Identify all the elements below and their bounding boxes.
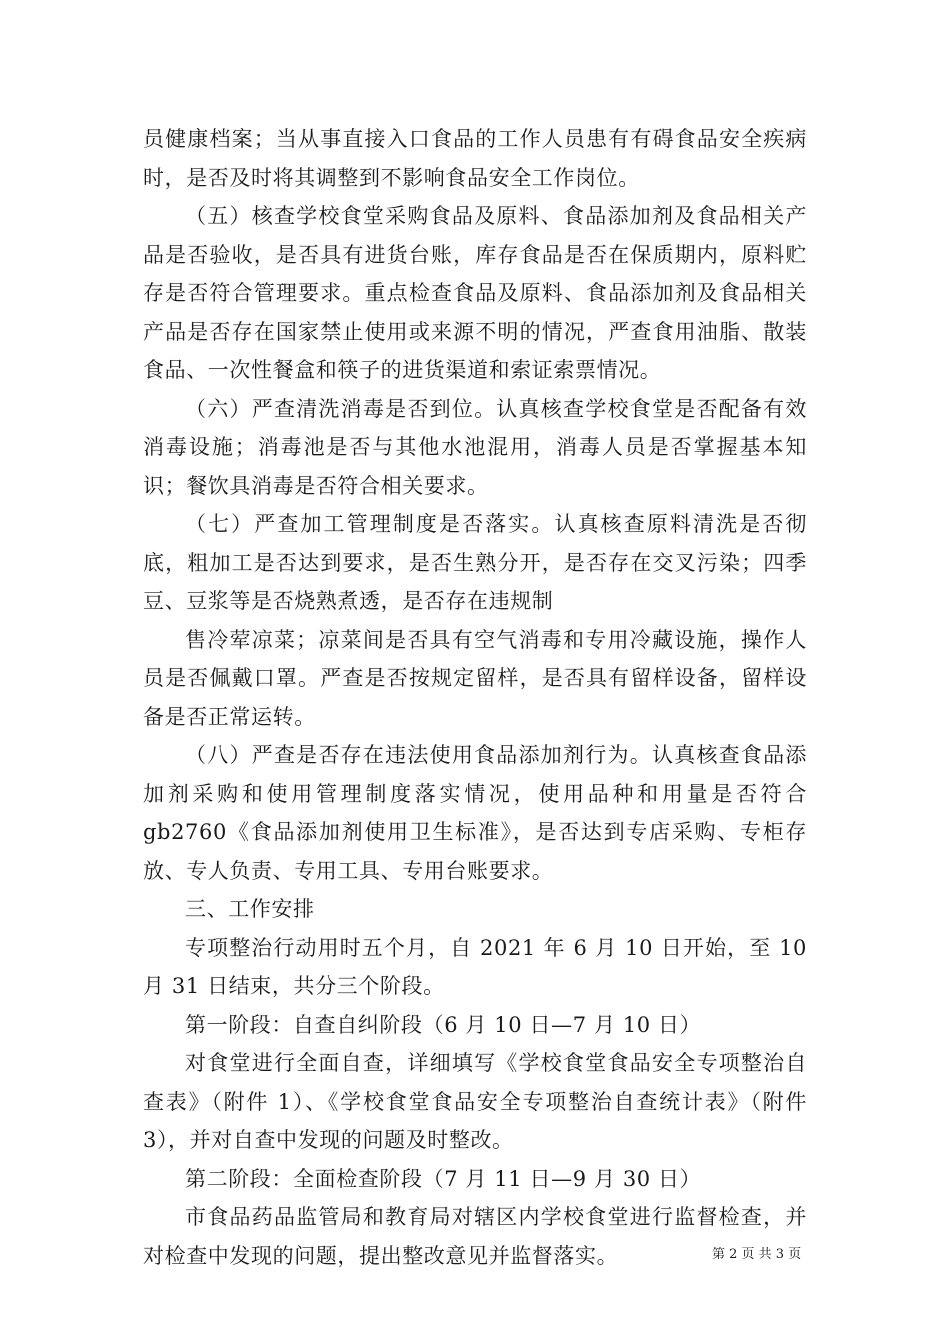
paragraph-phase-1-title: 第一阶段：自查自纠阶段（6 月 10 日—7 月 10 日） (185, 1012, 702, 1037)
paragraph-phase-1-body: 对食堂进行全面自查，详细填写《学校食堂食品安全专项整治自查表》（附件 1）、《学校食堂食品安全专项整治自查统计表》（附件 3），并对自查中发现的问题及时整改。 (143, 1051, 807, 1152)
paragraph-schedule: 专项整治行动用时五个月，自 2021 年 6 月 10 日开始，至 10 月 31 日结束，共分三个阶段。 (143, 935, 807, 998)
paragraph-item-7: （七）严查加工管理制度是否落实。认真核查原料清洗是否彻底，粗加工是否达到要求，是否生熟分开，是否存在交叉污染；四季豆、豆浆等是否烧熟煮透，是否存在违规制 (143, 512, 807, 613)
paragraph-phase-2-body: 市食品药品监管局和教育局对辖区内学校食堂进行监督检查，并对检查中发现的问题，提出整改意见并监督落实。 (143, 1205, 807, 1268)
paragraph-health-records: 员健康档案；当从事直接入口食品的工作人员患有有碍食品安全疾病时，是否及时将其调整到不影响食品安全工作岗位。 (143, 127, 807, 190)
paragraph-item-5: （五）核查学校食堂采购食品及原料、食品添加剂及食品相关产品是否验收，是否具有进货台账，库存食品是否在保质期内，原料贮存是否符合管理要求。重点检查食品及原料、食品添加剂及食品相关产品是否存在国家禁止使用或来源不明的情况，严查食用油脂、散装食品、一次性餐盒和筷子的进货渠道和索证索票情况。 (143, 204, 807, 382)
paragraph-item-6: （六）严查清洗消毒是否到位。认真核查学校食堂是否配备有效消毒设施；消毒池是否与其他水池混用，消毒人员是否掌握基本知识；餐饮具消毒是否符合相关要求。 (143, 396, 807, 498)
paragraph-phase-2-title: 第二阶段：全面检查阶段（7 月 11 日—9 月 30 日） (185, 1166, 702, 1191)
paragraph-item-8: （八）严查是否存在违法使用食品添加剂行为。认真核查食品添加剂采购和使用管理制度落实情况，使用品种和用量是否符合gb2760《食品添加剂使用卫生标准》，是否达到专店采购、专柜存放、专人负责、专用工具、专用台账要求。 (143, 743, 807, 883)
document-body (143, 120, 807, 1275)
paragraph-item-7-continued: 售冷荤凉菜；凉菜间是否具有空气消毒和专用冷藏设施，操作人员是否佩戴口罩。严查是否按规定留样，是否具有留样设备，留样设备是否正常运转。 (143, 627, 807, 729)
section-heading-work-arrangement: 三、工作安排 (185, 897, 315, 921)
page-number-footer: 第 2 页 共 3 页 (712, 1247, 802, 1262)
